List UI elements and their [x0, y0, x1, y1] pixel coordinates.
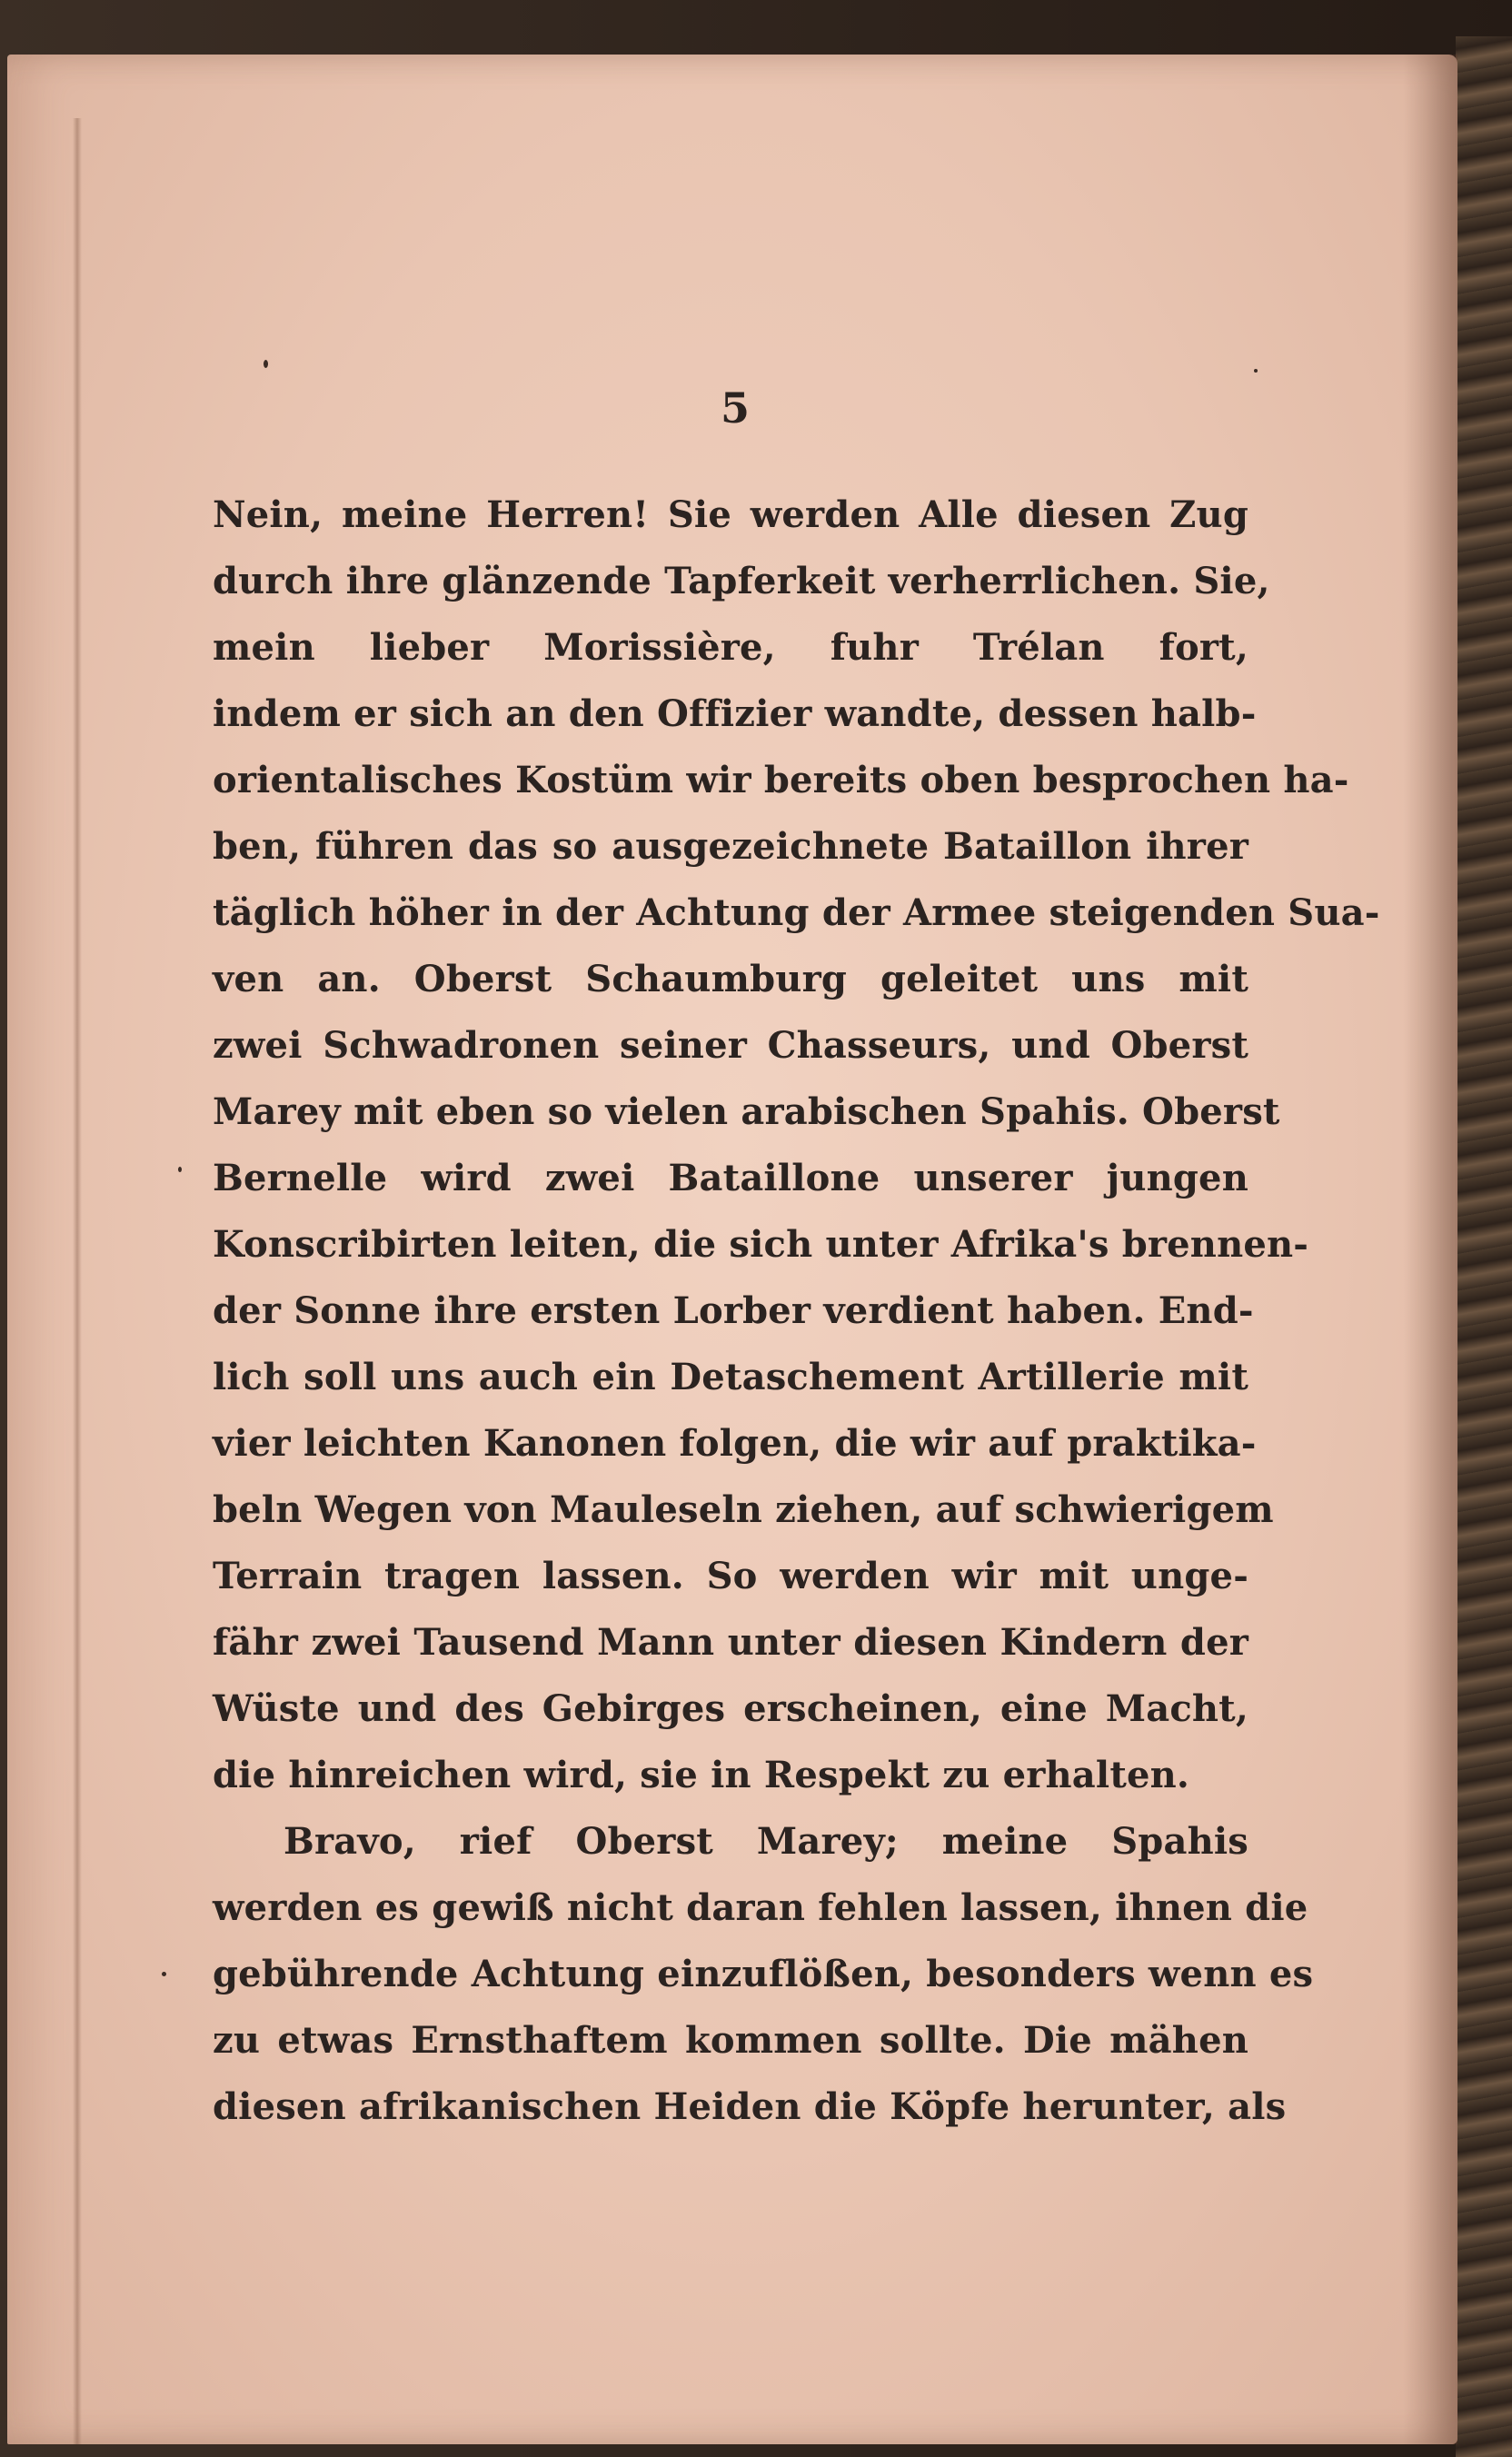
text-line: gebührende Achtung einzuflößen, besonders wenn es [213, 1953, 1314, 1995]
text-line: durch ihre glänzende Tapferkeit verherrlichen. Sie, [213, 560, 1270, 602]
text-line: ben, führen das so ausgezeichnete Bataillon ihrer [213, 825, 1248, 868]
ink-speck [162, 1972, 166, 1976]
ink-speck [178, 1167, 182, 1172]
page-gutter [73, 118, 82, 2444]
page-number: 5 [720, 383, 750, 433]
text-line: der Sonne ihre ersten Lorber verdient haben. End- [213, 1289, 1254, 1332]
text-line: beln Wegen von Mauleseln ziehen, auf schwierigem [213, 1488, 1274, 1531]
text-line: täglich höher in der Achtung der Armee steigenden Sua- [213, 891, 1380, 934]
text-line: zu etwas Ernsthaftem kommen sollte. Die mähen [213, 2019, 1248, 2062]
text-line: zwei Schwadronen seiner Chasseurs, und Oberst [213, 1024, 1248, 1067]
text-line: indem er sich an den Offizier wandte, dessen halb- [213, 692, 1257, 735]
text-line: fähr zwei Tausend Mann unter diesen Kindern der [213, 1621, 1248, 1664]
text-line: Wüste und des Gebirges erscheinen, eine Macht, [213, 1687, 1248, 1730]
text-line: Bernelle wird zwei Bataillone unserer jungen [213, 1157, 1248, 1199]
text-line: diesen afrikanischen Heiden die Köpfe herunter, als [213, 2085, 1287, 2128]
text-line: Nein, meine Herren! Sie werden Alle diesen Zug [213, 493, 1248, 536]
page-edge-shade [1403, 55, 1457, 2444]
book-page [7, 55, 1457, 2444]
ink-speck [264, 360, 268, 368]
ink-speck [1254, 369, 1258, 373]
text-line: orientalisches Kostüm wir bereits oben besprochen ha- [213, 759, 1349, 801]
text-line: mein lieber Morissière, fuhr Trélan fort, [213, 626, 1248, 669]
text-line: lich soll uns auch ein Detaschement Artillerie mit [213, 1356, 1248, 1398]
book-spine [1456, 36, 1512, 2457]
text-line: Marey mit eben so vielen arabischen Spahis. Oberst [213, 1090, 1280, 1133]
text-line: die hinreichen wird, sie in Respekt zu erhalten. [213, 1754, 1190, 1796]
text-line: vier leichten Kanonen folgen, die wir auf praktika- [213, 1422, 1257, 1465]
text-line: werden es gewiß nicht daran fehlen lassen, ihnen die [213, 1886, 1308, 1929]
text-line: ven an. Oberst Schaumburg geleitet uns mit [213, 958, 1248, 1000]
text-line: Terrain tragen lassen. So werden wir mit unge- [213, 1555, 1248, 1597]
text-line: Bravo, rief Oberst Marey; meine Spahis [284, 1820, 1248, 1863]
page-text [213, 482, 1380, 2140]
text-line: Konscribirten leiten, die sich unter Afrika's brennen- [213, 1223, 1309, 1266]
